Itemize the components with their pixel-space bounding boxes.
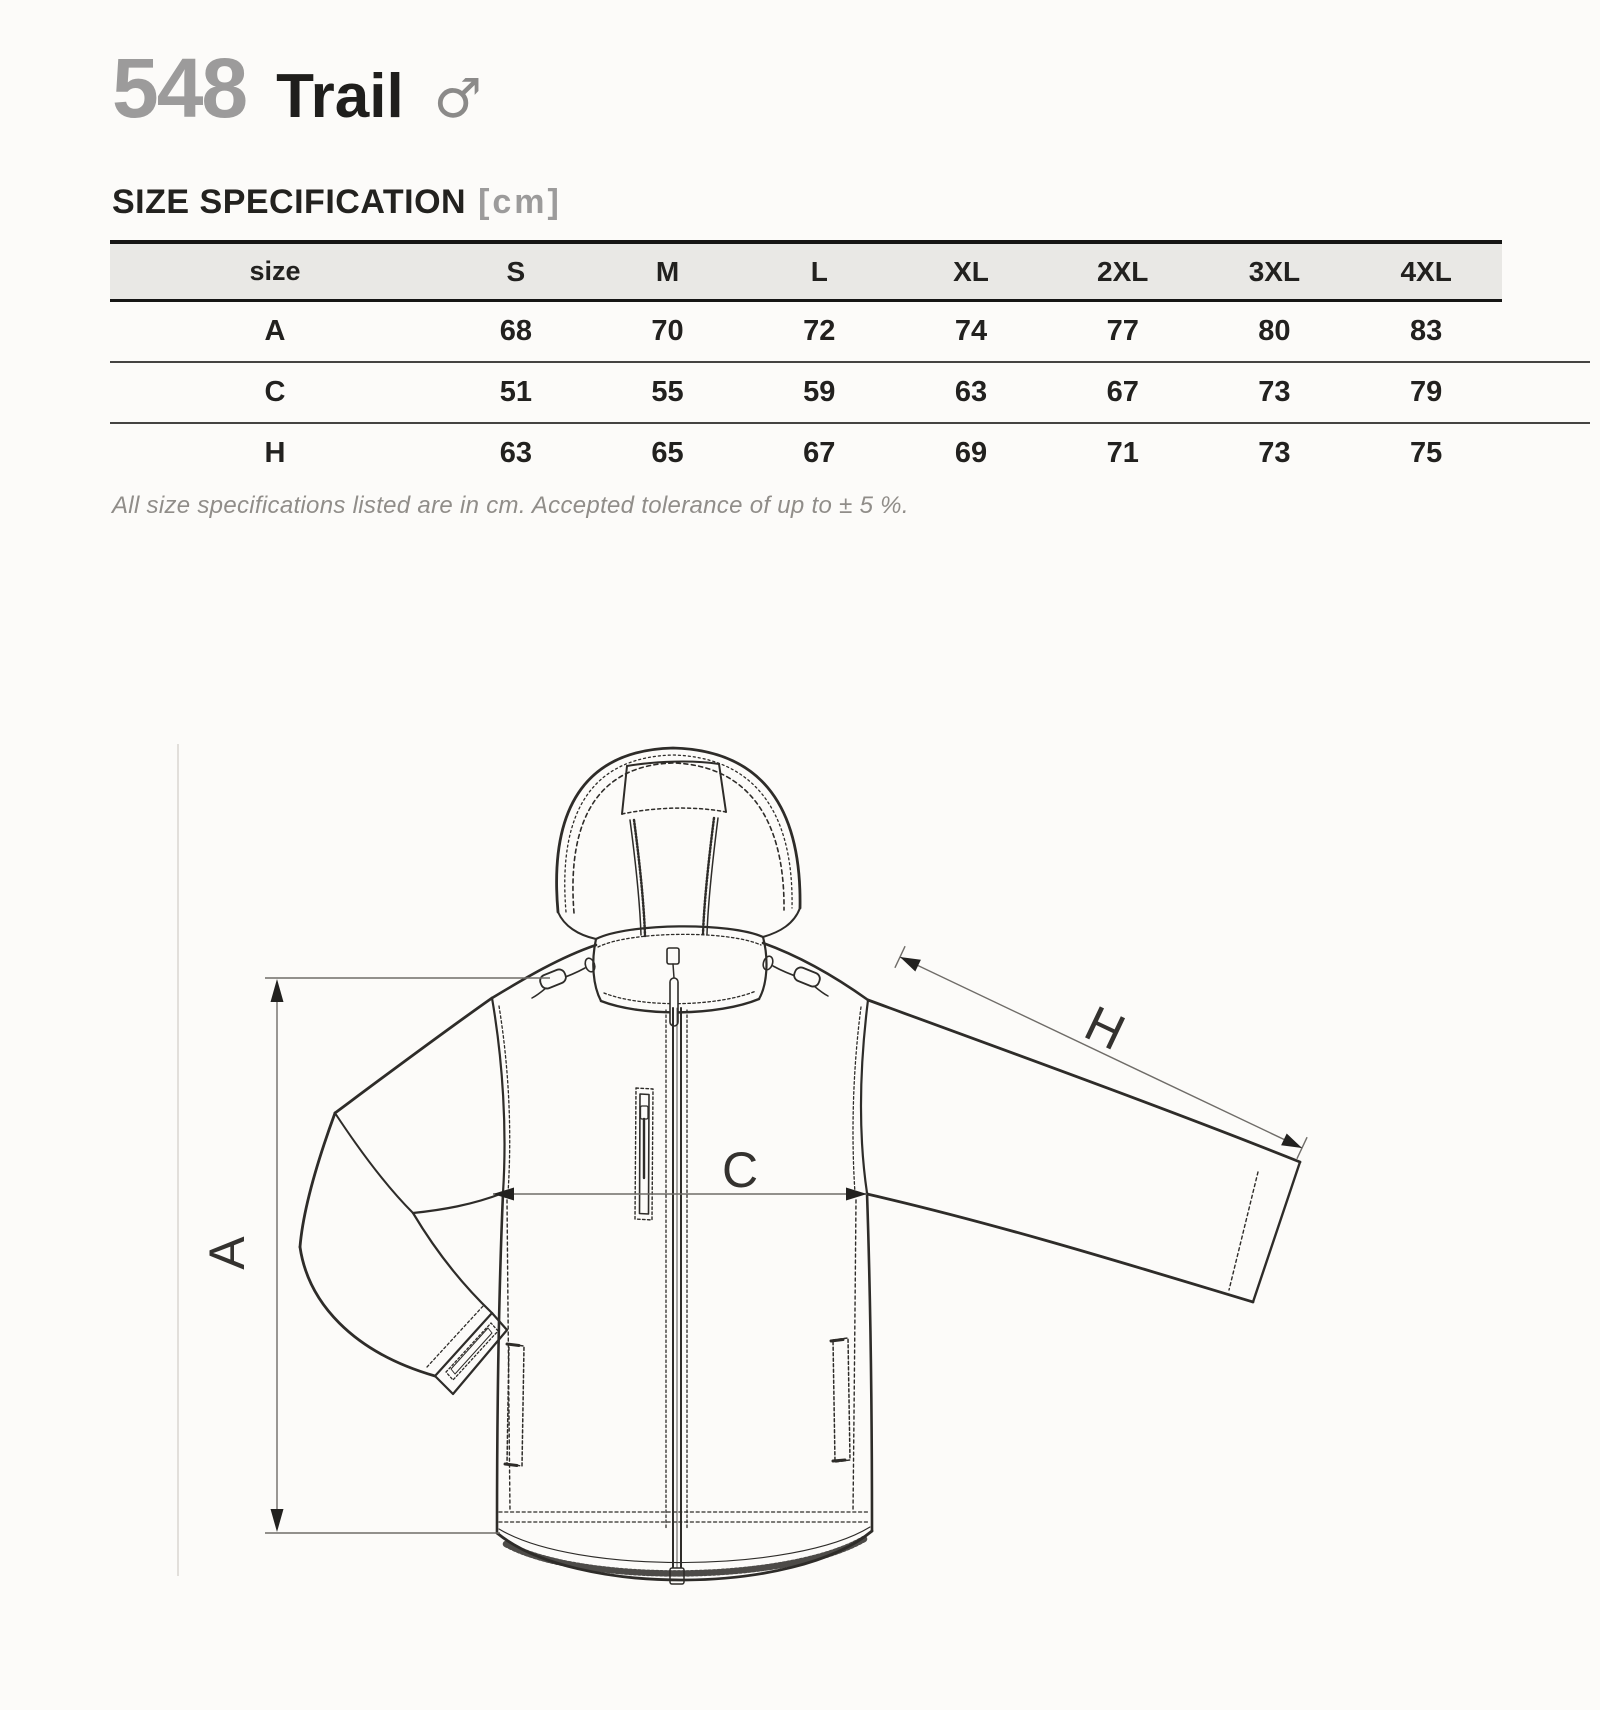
column-header: 2XL: [1097, 255, 1149, 287]
side-pockets: [505, 1338, 850, 1466]
size-value: 70: [651, 315, 684, 347]
size-value: 80: [1258, 315, 1291, 347]
right-cuff-seam: [1229, 1172, 1258, 1290]
page-title: [112, 41, 483, 135]
product-name: Trail: [276, 62, 404, 131]
table-row: [110, 302, 1502, 361]
size-value: 63: [954, 376, 988, 408]
main-zipper: [666, 1008, 687, 1584]
dimension-label-c: C: [721, 1142, 759, 1198]
dimension-label-h: H: [1076, 994, 1134, 1062]
drawcord-toggle-left: [538, 968, 567, 991]
left-cuff: [435, 1313, 507, 1394]
size-value: 71: [1106, 437, 1139, 469]
size-value: 74: [954, 315, 988, 347]
drawcord-grommet-left: [584, 957, 597, 973]
tolerance-footnote: All size specifications listed are in cm. Accepted tolerance of up to ± 5 %.: [112, 492, 909, 519]
size-value: 67: [1106, 376, 1139, 408]
column-header: M: [655, 255, 680, 287]
zipper-slider: [667, 948, 679, 964]
column-header: S: [506, 255, 526, 287]
size-value: 75: [1410, 437, 1443, 469]
size-value: 63: [499, 437, 532, 469]
hem-elastic-stitching: [506, 1539, 864, 1573]
left-sleeve: [300, 998, 507, 1394]
drawcord-grommet-right: [762, 955, 775, 971]
section-title-text: SIZE SPECIFICATION: [112, 183, 467, 221]
jacket-technical-drawing: [150, 660, 1310, 1650]
chest-pocket-slider: [641, 1106, 649, 1119]
size-value: 68: [499, 315, 532, 347]
size-value: 65: [651, 437, 684, 469]
product-number: 548: [112, 41, 247, 135]
size-value: 59: [803, 376, 836, 408]
row-label: C: [264, 376, 286, 408]
table-row: [110, 363, 1502, 422]
chest-pocket: [635, 1088, 653, 1220]
column-header: XL: [953, 255, 989, 287]
column-header: 3XL: [1248, 255, 1301, 287]
row-divider: [110, 361, 1590, 363]
size-value: 83: [1410, 315, 1443, 347]
row-label: A: [264, 315, 286, 347]
size-value: 55: [651, 376, 684, 408]
row-divider: [110, 422, 1590, 424]
table-header-row: [110, 240, 1502, 302]
column-header: L: [810, 255, 828, 287]
section-title: [112, 183, 562, 222]
row-label: H: [264, 437, 286, 469]
size-value: 67: [803, 437, 836, 469]
hood: [557, 748, 800, 939]
column-header: 4XL: [1400, 255, 1452, 287]
table-row: [110, 424, 1502, 483]
size-value: 79: [1410, 376, 1443, 408]
size-specification-table: [110, 240, 1502, 483]
size-value: 51: [499, 376, 532, 408]
size-value: 73: [1258, 437, 1291, 469]
dimension-label-a: A: [199, 1236, 255, 1270]
unit-label: [cm]: [478, 183, 562, 221]
column-header-size: size: [249, 256, 301, 286]
male-icon: ♂: [433, 67, 483, 130]
size-value: 73: [1258, 376, 1291, 408]
size-value: 77: [1106, 315, 1139, 347]
size-value: 69: [954, 437, 988, 469]
size-value: 72: [803, 315, 836, 347]
